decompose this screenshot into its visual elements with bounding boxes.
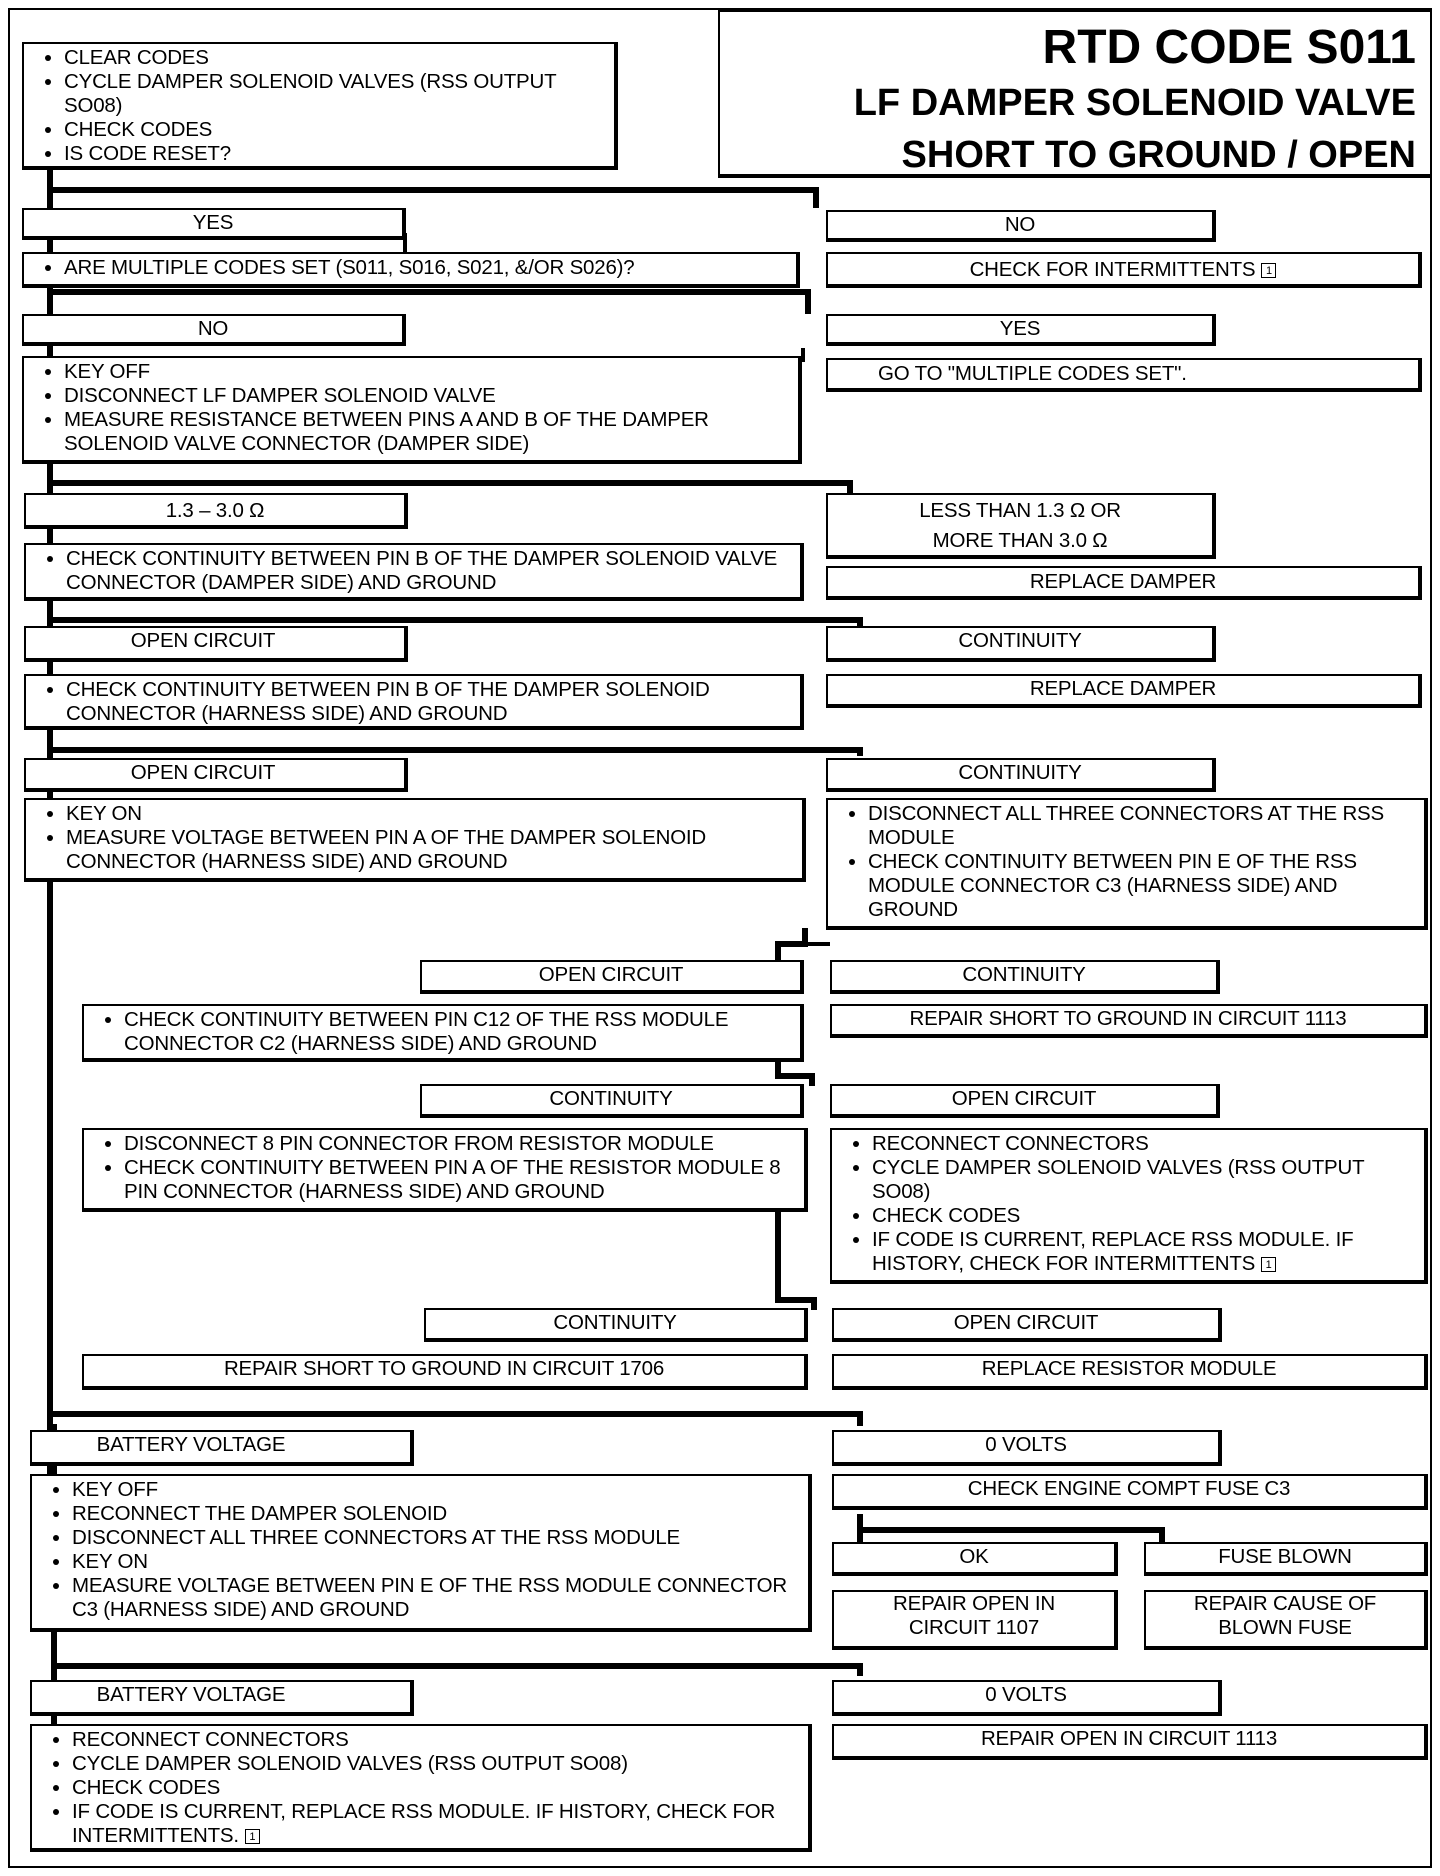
list-item: • CYCLE DAMPER SOLENOID VALVES (RSS OUTPUT SO08) <box>72 1752 802 1776</box>
list-item <box>872 1228 1418 1276</box>
step-measure-pine <box>30 1474 812 1632</box>
label-continuity: CONTINUITY <box>826 626 1216 662</box>
step-measure-resistance <box>22 356 802 464</box>
step-disconnect-8pin <box>82 1128 808 1212</box>
label-continuity: CONTINUITY <box>830 960 1220 994</box>
list-item: • MEASURE RESISTANCE BETWEEN PINS A AND B OF THE DAMPER SOLENOID VALVE CONNECTOR (DAMPER SIDE) <box>64 408 792 456</box>
repair-cause-line-2: BLOWN FUSE <box>1218 1616 1352 1639</box>
list-item: • CYCLE DAMPER SOLENOID VALVES (RSS OUTPUT SO08) <box>872 1156 1418 1204</box>
step-repair-fuse-cause <box>1144 1590 1428 1650</box>
list-item: • CHECK CONTINUITY BETWEEN PIN B OF THE DAMPER SOLENOID VALVE CONNECTOR (DAMPER SIDE) AND GROUND <box>66 547 794 595</box>
step-check-pinb-harness <box>24 674 804 730</box>
list-item: • RECONNECT CONNECTORS <box>872 1132 1418 1156</box>
list-item: • CHECK CODES <box>64 118 608 142</box>
label-battery-voltage: BATTERY VOLTAGE <box>30 1680 414 1716</box>
list-item: • CHECK CODES <box>72 1776 802 1800</box>
step-check-intermittents <box>826 252 1422 288</box>
note-reference-icon: 1 <box>1261 1257 1276 1272</box>
label-no: NO <box>826 210 1216 242</box>
label-resistance-ok: 1.3 – 3.0 Ω <box>24 493 408 529</box>
step-reconnect-check <box>830 1128 1428 1284</box>
label-yes: YES <box>826 314 1216 346</box>
title-code: RTD CODE S011 <box>1042 21 1416 74</box>
list-item <box>72 1800 802 1848</box>
list-item: • IS CODE RESET? <box>64 142 608 166</box>
list-item-text: IF CODE IS CURRENT, REPLACE RSS MODULE. IF HISTORY, CHECK FOR INTERMITTENTS. <box>72 1800 776 1847</box>
note-reference-icon: 1 <box>1261 263 1276 278</box>
step-reconnect-final <box>30 1724 812 1852</box>
label-open-circuit: OPEN CIRCUIT <box>24 758 408 792</box>
label-zero-volts: 0 VOLTS <box>832 1680 1222 1716</box>
list-item: • DISCONNECT ALL THREE CONNECTORS AT THE RSS MODULE <box>868 802 1418 850</box>
step-list <box>84 1130 804 1206</box>
label-open-circuit: OPEN CIRCUIT <box>24 626 408 662</box>
branch-line-2 <box>50 292 808 314</box>
label-fuse-blown: FUSE BLOWN <box>1144 1542 1428 1576</box>
step-list <box>26 676 800 728</box>
list-item: • CHECK CONTINUITY BETWEEN PIN C12 OF THE RSS MODULE CONNECTOR C2 (HARNESS SIDE) AND GROUND <box>124 1008 794 1056</box>
step-list <box>24 254 796 282</box>
label-open-circuit: OPEN CIRCUIT <box>420 960 804 994</box>
list-item: • KEY OFF <box>72 1478 802 1502</box>
step-replace-resistor: REPLACE RESISTOR MODULE <box>832 1354 1428 1390</box>
title-fault: SHORT TO GROUND / OPEN <box>901 134 1416 176</box>
label-open-circuit: OPEN CIRCUIT <box>832 1308 1222 1342</box>
repair-cause-line-1: REPAIR CAUSE OF <box>1193 1592 1377 1615</box>
step-list <box>84 1006 800 1058</box>
list-item: • DISCONNECT ALL THREE CONNECTORS AT THE RSS MODULE <box>72 1526 802 1550</box>
label-zero-volts: 0 VOLTS <box>832 1430 1222 1466</box>
repair-1107-line-2: CIRCUIT 1107 <box>908 1616 1040 1639</box>
step-multiple-codes <box>22 252 800 288</box>
step-replace-damper: REPLACE DAMPER <box>826 566 1422 600</box>
list-item: • RECONNECT CONNECTORS <box>72 1728 802 1752</box>
list-item: • DISCONNECT 8 PIN CONNECTOR FROM RESISTOR MODULE <box>124 1132 798 1156</box>
list-item: • CHECK CONTINUITY BETWEEN PIN A OF THE RESISTOR MODULE 8 PIN CONNECTOR (HARNESS SIDE) AND GROUND <box>124 1156 798 1204</box>
label-yes: YES <box>22 208 406 240</box>
label-continuity: CONTINUITY <box>826 758 1216 792</box>
branch-line-5 <box>50 750 860 756</box>
step-list <box>832 1130 1424 1278</box>
list-item: • CHECK CONTINUITY BETWEEN PIN E OF THE RSS MODULE CONNECTOR C3 (HARNESS SIDE) AND GROUND <box>868 850 1418 922</box>
branch-line-11 <box>54 1666 860 1676</box>
list-item: • DISCONNECT LF DAMPER SOLENOID VALVE <box>64 384 792 408</box>
step-list <box>32 1476 808 1624</box>
step-text: CHECK FOR INTERMITTENTS <box>969 258 1256 281</box>
step-check-c12 <box>82 1004 804 1062</box>
step-repair-1113-ground: REPAIR SHORT TO GROUND IN CIRCUIT 1113 <box>830 1004 1428 1038</box>
title-component: LF DAMPER SOLENOID VALVE <box>853 82 1416 124</box>
step-list <box>26 545 800 597</box>
label-battery-voltage: BATTERY VOLTAGE <box>30 1430 414 1466</box>
list-item: • KEY ON <box>72 1550 802 1574</box>
list-item: • CHECK CONTINUITY BETWEEN PIN B OF THE DAMPER SOLENOID CONNECTOR (HARNESS SIDE) AND GROUND <box>66 678 794 726</box>
note-reference-icon: 1 <box>245 1829 260 1844</box>
list-item: • KEY ON <box>66 802 796 826</box>
step-clear-codes <box>22 42 618 170</box>
step-list <box>24 358 798 458</box>
label-ok: OK <box>832 1542 1118 1576</box>
step-repair-1706: REPAIR SHORT TO GROUND IN CIRCUIT 1706 <box>82 1354 808 1390</box>
label-no: NO <box>22 314 406 346</box>
resistance-low-text: LESS THAN 1.3 Ω OR <box>919 499 1121 522</box>
step-repair-1113-open: REPAIR OPEN IN CIRCUIT 1113 <box>832 1724 1428 1760</box>
title-block <box>718 10 1432 178</box>
resistance-high-text: MORE THAN 3.0 Ω <box>932 529 1108 552</box>
branch-line-1 <box>50 190 816 208</box>
list-item-text: IF CODE IS CURRENT, REPLACE RSS MODULE. IF HISTORY, CHECK FOR INTERMITTENTS <box>872 1228 1354 1275</box>
step-measure-voltage-pina <box>24 798 806 882</box>
branch-line-3 <box>50 483 850 493</box>
list-item: • ARE MULTIPLE CODES SET (S011, S016, S021, &/OR S026)? <box>64 256 790 280</box>
list-item: • KEY OFF <box>64 360 792 384</box>
step-list <box>828 800 1424 924</box>
list-item: • CHECK CODES <box>872 1204 1418 1228</box>
step-disconnect-rss <box>826 798 1428 930</box>
step-list <box>26 800 802 876</box>
step-list <box>32 1726 808 1850</box>
list-item: • MEASURE VOLTAGE BETWEEN PIN A OF THE DAMPER SOLENOID CONNECTOR (HARNESS SIDE) AND GROUND <box>66 826 796 874</box>
repair-1107-line-1: REPAIR OPEN IN <box>893 1592 1055 1615</box>
step-check-fuse: CHECK ENGINE COMPT FUSE C3 <box>832 1474 1428 1510</box>
step-check-pinb-damper <box>24 543 804 601</box>
list-item: • RECONNECT THE DAMPER SOLENOID <box>72 1502 802 1526</box>
step-repair-1107 <box>832 1590 1118 1650</box>
label-open-circuit: OPEN CIRCUIT <box>830 1084 1220 1118</box>
branch-line-9 <box>50 1414 860 1426</box>
label-continuity: CONTINUITY <box>420 1084 804 1118</box>
branch-line-8 <box>778 1212 814 1310</box>
list-item: • CLEAR CODES <box>64 46 608 70</box>
branch-line-7 <box>778 1060 812 1086</box>
step-list <box>24 44 614 168</box>
step-goto-multiple: GO TO "MULTIPLE CODES SET". <box>826 358 1422 392</box>
list-item: • MEASURE VOLTAGE BETWEEN PIN E OF THE RSS MODULE CONNECTOR C3 (HARNESS SIDE) AND GROUND <box>72 1574 802 1622</box>
label-resistance-bad <box>826 493 1216 559</box>
label-continuity: CONTINUITY <box>424 1308 808 1342</box>
step-replace-damper: REPLACE DAMPER <box>826 674 1422 708</box>
list-item: • CYCLE DAMPER SOLENOID VALVES (RSS OUTPUT SO08) <box>64 70 608 118</box>
